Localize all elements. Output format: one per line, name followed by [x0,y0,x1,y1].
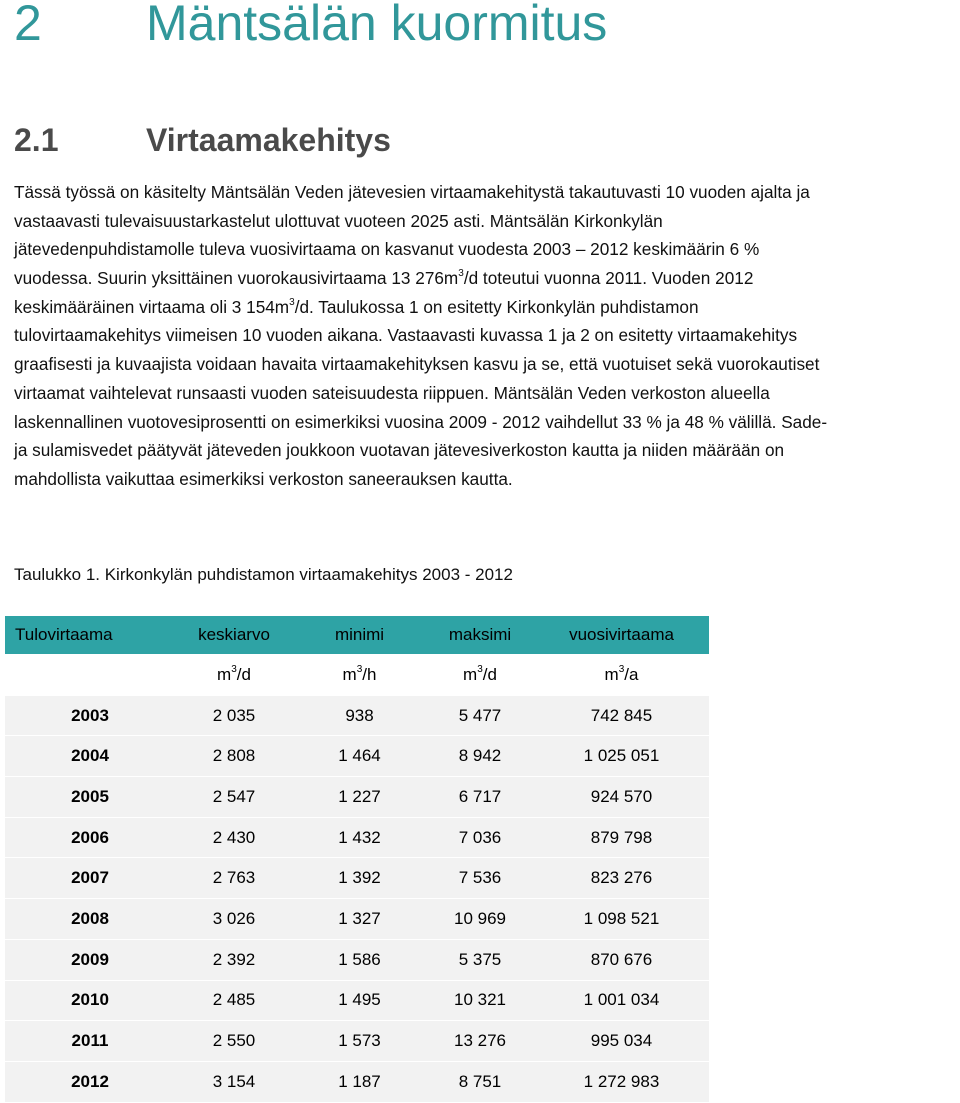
year-cell: 2005 [5,777,175,818]
year-cell: 2010 [5,980,175,1021]
unit-cell [426,655,534,696]
table-header-row [5,616,709,655]
year-cell: 2004 [5,736,175,777]
value-cell: 2 392 [175,939,293,980]
unit-exponent: 3 [356,664,363,676]
value-cell: 742 845 [534,695,709,736]
unit-base: m [217,664,232,684]
value-cell: 938 [293,695,426,736]
superscript: 3 [289,297,295,309]
value-cell: 1 495 [293,980,426,1021]
value-cell: 2 763 [175,858,293,899]
unit-suffix: /d [236,664,251,684]
flow-table [5,616,709,1103]
header-cell: maksimi [426,616,534,655]
chapter-number: 2 [14,0,42,51]
paragraph-line: tulovirtaamakehitys viimeisen 10 vuoden aikana. Vastaavasti kuvassa 1 ja 2 on esitetty virtaamakehitys [14,325,798,346]
value-cell: 1 464 [293,736,426,777]
table-row [5,899,709,940]
chapter-title: Mäntsälän kuormitus [146,0,608,51]
unit-cell [293,655,426,696]
value-cell: 10 321 [426,980,534,1021]
value-cell: 2 550 [175,1021,293,1062]
value-cell: 823 276 [534,858,709,899]
value-cell: 2 547 [175,777,293,818]
value-cell: 1 001 034 [534,980,709,1021]
table-row [5,777,709,818]
value-cell: 1 573 [293,1021,426,1062]
unit-suffix: /a [624,664,639,684]
value-cell: 8 751 [426,1061,534,1102]
value-cell: 10 969 [426,899,534,940]
value-cell: 1 227 [293,777,426,818]
value-cell: 13 276 [426,1021,534,1062]
paragraph-line: Tässä työssä on käsitelty Mäntsälän Veden jätevesien virtaamakehitystä takautuvasti 10 vuoden ajalta ja [14,182,810,202]
paragraph-line: graafisesti ja kuvaajista voidaan havaita virtaamakehityksen kasvu ja se, että vuotuiset sekä vuorokautiset [14,354,820,375]
unit-suffix: /d [482,664,497,684]
table-row [5,939,709,980]
body-paragraph [14,178,959,494]
unit-cell [175,655,293,696]
unit-suffix: /h [362,664,377,684]
unit-base: m [604,664,619,684]
paragraph-line [14,264,959,293]
unit-base: m [342,664,357,684]
unit-exponent: 3 [231,664,237,676]
text-span: vuodessa. Suurin yksittäinen vuorokausivirtaama 13 276m [14,268,459,289]
value-cell: 6 717 [426,777,534,818]
text-span: keskimääräinen virtaama oli 3 154m [14,296,290,317]
value-cell: 1 025 051 [534,736,709,777]
value-cell: 7 036 [426,817,534,858]
unit-cell [534,655,709,696]
unit-cell [5,655,175,696]
table-row [5,858,709,899]
section-title: Virtaamakehitys [146,122,391,158]
value-cell: 3 154 [175,1061,293,1102]
text-span: /d. Taulukossa 1 on esitetty Kirkonkylän puhdistamon [294,296,699,317]
year-cell: 2012 [5,1061,175,1102]
paragraph-line: vastaavasti tulevaisuustarkastelut ulottuvat vuoteen 2025 asti. Mäntsälän Kirkonkylän [14,210,663,231]
value-cell: 924 570 [534,777,709,818]
table-row [5,736,709,777]
header-cell: Tulovirtaama [5,616,175,655]
paragraph-line: ja sulamisvedet päätyvät jäteveden joukkoon vuotavan jätevesiverkoston kautta ja niiden määrään on [14,440,785,461]
text-span: /d toteutui vuonna 2011. Vuoden 2012 [463,268,754,289]
value-cell: 2 430 [175,817,293,858]
section-heading [14,122,391,159]
value-cell: 5 477 [426,695,534,736]
chapter-heading [14,0,607,52]
value-cell: 1 327 [293,899,426,940]
value-cell: 1 098 521 [534,899,709,940]
table-row [5,980,709,1021]
value-cell: 3 026 [175,899,293,940]
table-body [5,695,709,1102]
paragraph-line [14,293,959,322]
unit-exponent: 3 [618,664,625,676]
superscript: 3 [458,268,464,280]
paragraph-line: jätevedenpuhdistamolle tuleva vuosivirtaama on kasvanut vuodesta 2003 – 2012 keskimäärin 6 % [14,239,760,260]
value-cell: 870 676 [534,939,709,980]
year-cell: 2003 [5,695,175,736]
value-cell: 2 035 [175,695,293,736]
unit-base: m [463,664,478,684]
value-cell: 2 485 [175,980,293,1021]
table-row [5,817,709,858]
header-cell: minimi [293,616,426,655]
value-cell: 995 034 [534,1021,709,1062]
value-cell: 1 392 [293,858,426,899]
header-cell: vuosivirtaama [534,616,709,655]
value-cell: 7 536 [426,858,534,899]
paragraph-line: mahdollista vaikuttaa esimerkiksi verkoston saneerauksen kautta. [14,468,513,489]
paragraph-line: virtaamat vaihtelevat runsaasti vuoden sateisuudesta riippuen. Mäntsälän Veden verkoston alueella [14,382,770,403]
value-cell: 2 808 [175,736,293,777]
year-cell: 2007 [5,858,175,899]
year-cell: 2008 [5,899,175,940]
table-row [5,1061,709,1102]
table-caption: Taulukko 1. Kirkonkylän puhdistamon virtaamakehitys 2003 - 2012 [14,565,513,584]
header-cell: keskiarvo [175,616,293,655]
table-row [5,695,709,736]
value-cell: 1 586 [293,939,426,980]
value-cell: 8 942 [426,736,534,777]
year-cell: 2011 [5,1021,175,1062]
table-row [5,1021,709,1062]
units-row [5,655,709,696]
unit-exponent: 3 [477,664,483,676]
value-cell: 1 187 [293,1061,426,1102]
value-cell: 879 798 [534,817,709,858]
year-cell: 2009 [5,939,175,980]
paragraph-line: laskennallinen vuotovesiprosentti on esimerkiksi vuosina 2009 - 2012 vaihdellut 33 % ja 48 % välillä. Sade- [14,411,828,432]
section-number: 2.1 [14,122,59,158]
value-cell: 1 432 [293,817,426,858]
value-cell: 5 375 [426,939,534,980]
value-cell: 1 272 983 [534,1061,709,1102]
year-cell: 2006 [5,817,175,858]
